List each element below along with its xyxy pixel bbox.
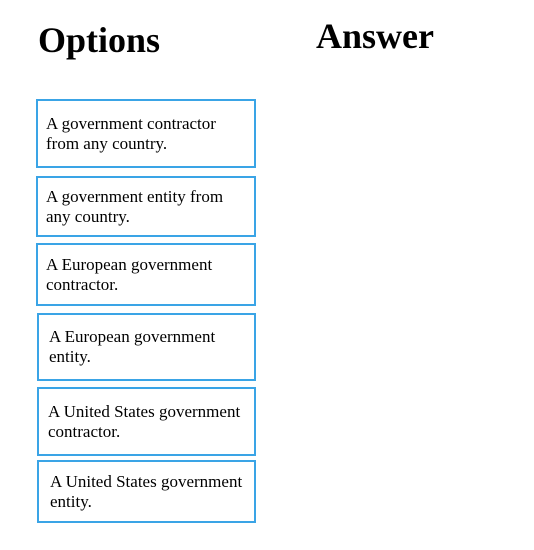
option-label: A European government entity. (49, 327, 216, 366)
option-us-government-entity[interactable] (37, 460, 256, 523)
option-us-government-contractor[interactable] (37, 387, 256, 456)
options-heading: Options (38, 20, 161, 60)
option-label: A United States government entity. (50, 471, 243, 511)
option-label: A government entity from any country. (46, 186, 224, 226)
option-government-entity-any-country[interactable] (36, 176, 256, 237)
option-european-government-contractor[interactable] (36, 243, 256, 306)
option-label: A European government contractor. (46, 254, 213, 294)
answer-drop-area[interactable] (290, 70, 520, 530)
option-label: A United States government contractor. (48, 401, 241, 441)
option-european-government-entity[interactable] (37, 313, 256, 381)
option-label: A government contractor from any country. (46, 113, 216, 153)
answer-heading: Answer (316, 16, 434, 56)
option-government-contractor-any-country[interactable] (36, 99, 256, 168)
